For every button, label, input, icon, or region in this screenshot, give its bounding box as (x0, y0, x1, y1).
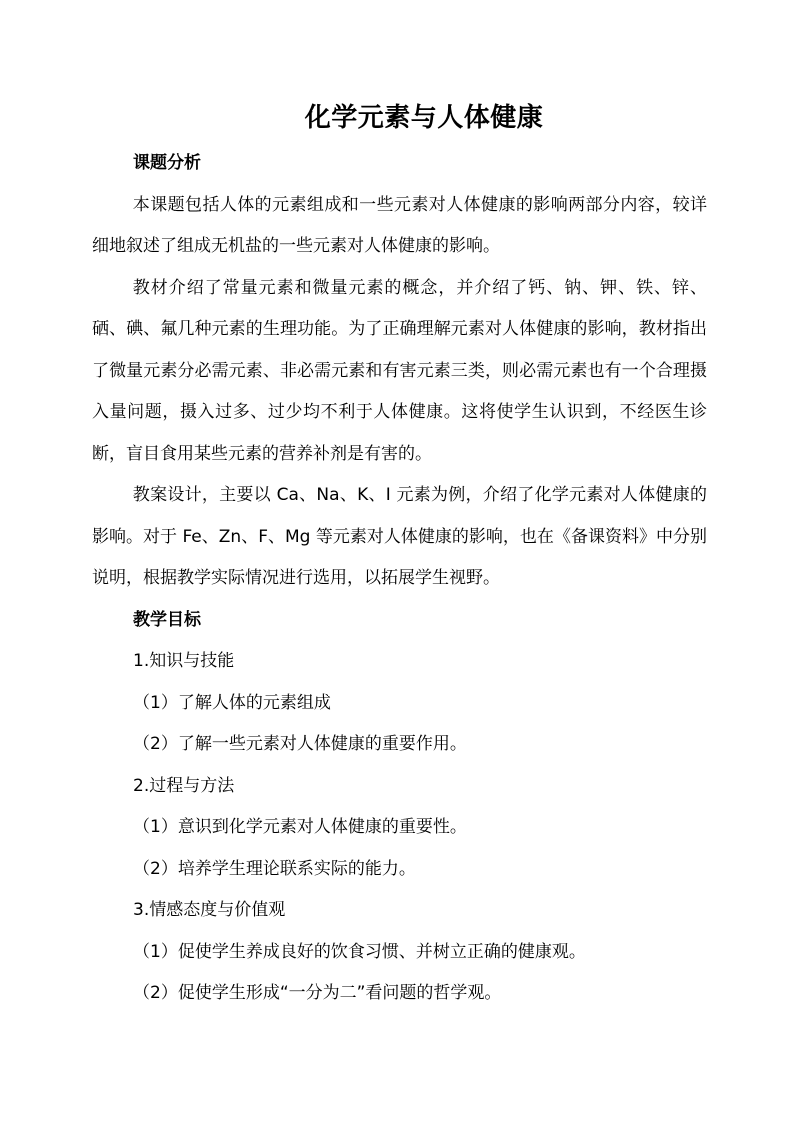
paragraph-2: 教材介绍了常量元素和微量元素的概念，并介绍了钙、钠、钾、铁、锌、硒、碘、氟几种元素的生理功能。为了正确理解元素对人体健康的影响，教材指出了微量元素分必需元素、非必需元素和有害元素三类，则必需元素也有一个合理摄入量问题，摄入过多、过少均不利于人体健康。这将使学生认识到，不经医生诊断，盲目食用某些元素的营养补剂是有害的。 (92, 277, 707, 464)
goal-item: （1）了解人体的元素组成 (133, 692, 331, 713)
document-title: 化学元素与人体健康 (304, 103, 544, 133)
goal-heading-process: 2.过程与方法 (133, 775, 235, 796)
goal-heading-attitude: 3.情感态度与价值观 (133, 900, 286, 920)
paragraph-3: 教案设计，主要以 Ca、Na、K、I 元素为例，介绍了化学元素对人体健康的影响。对于 Fe、Zn、F、Mg 等元素对人体健康的影响，也在《备课资料》中分别说明，根据教学实际情况进行选用，以拓展学生视野。 (92, 485, 707, 588)
goal-heading-knowledge: 1.知识与技能 (133, 651, 235, 671)
section-heading-analysis: 课题分析 (133, 153, 201, 173)
goal-item: （2）促使学生形成“一分为二”看问题的哲学观。 (133, 983, 502, 1003)
goal-item: （2）培养学生理论联系实际的能力。 (133, 858, 416, 879)
goal-item: （1）意识到化学元素对人体健康的重要性。 (133, 817, 467, 837)
goal-item: （2）了解一些元素对人体健康的重要作用。 (133, 734, 467, 754)
document-body (92, 143, 707, 1015)
paragraph-1: 本课题包括人体的元素组成和一些元素对人体健康的影响两部分内容，较详细地叙述了组成无机盐的一些元素对人体健康的影响。 (92, 194, 707, 256)
section-heading-goals: 教学目标 (133, 609, 201, 630)
goal-item: （1）促使学生养成良好的饮食习惯、并树立正确的健康观。 (133, 941, 586, 962)
